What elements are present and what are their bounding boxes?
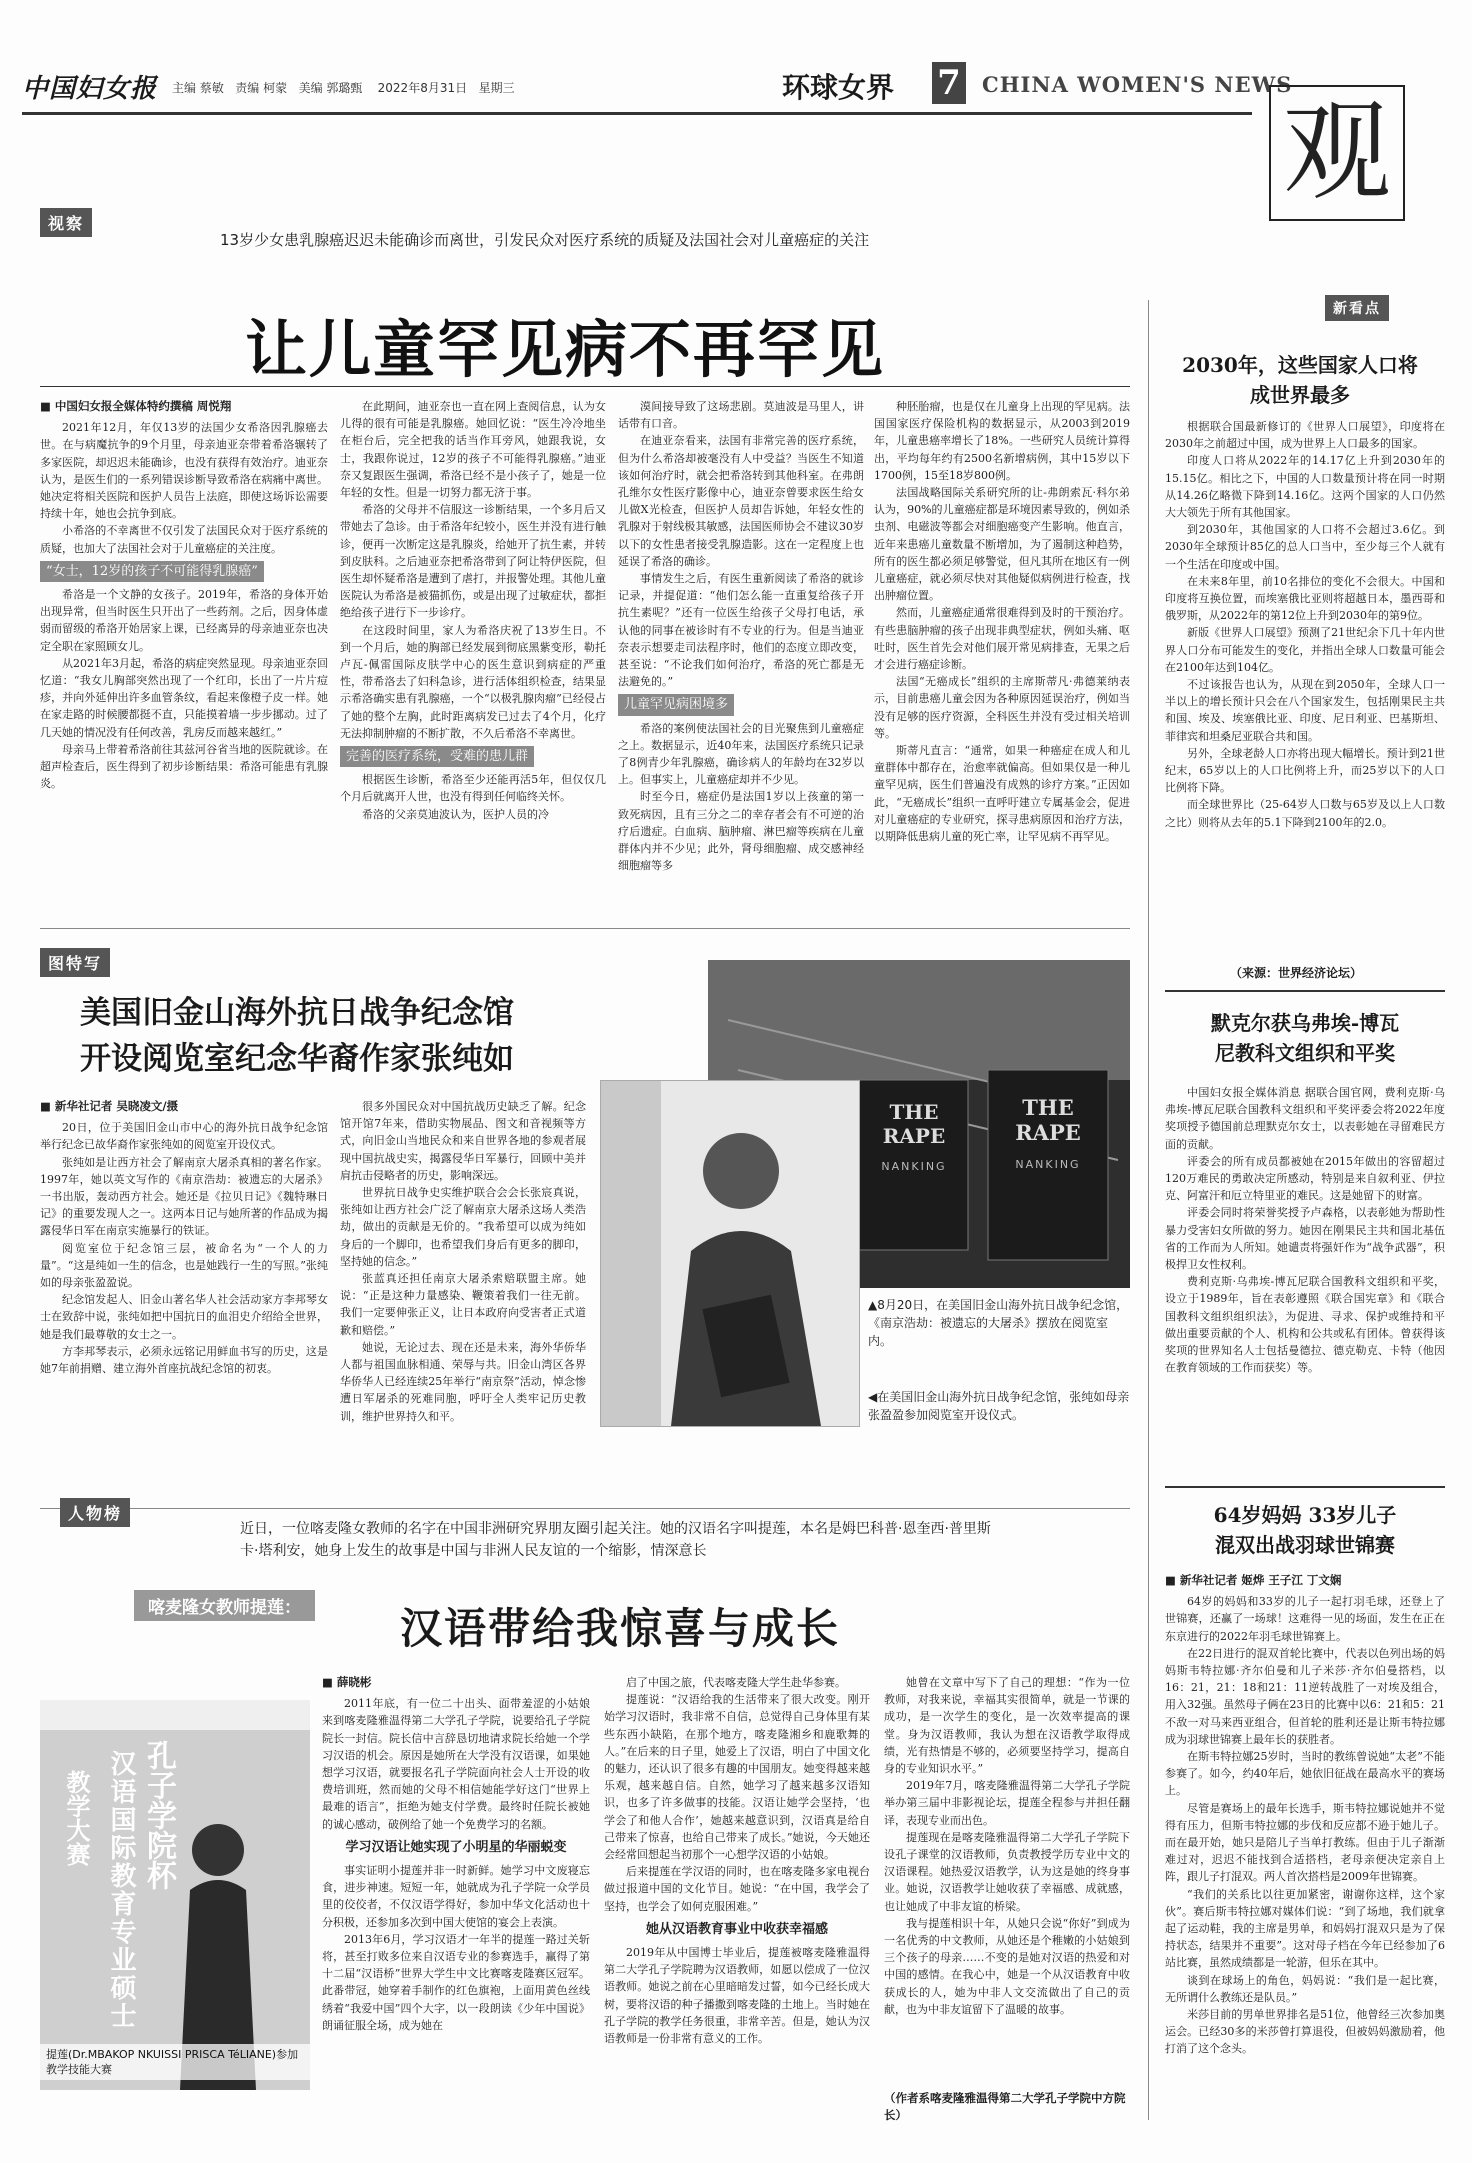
article1-para: 漠间接导致了这场悲剧。莫迪波是马里人，讲话带有口音。: [618, 400, 864, 431]
article3-para: 启了中国之旅，代表喀麦隆大学生赴华参赛。: [626, 1676, 846, 1689]
sidebar2-rule: [1165, 1486, 1445, 1488]
article1-para: 小希洛的不幸离世不仅引发了法国民众对于医疗系统的质疑，也加大了法国社会对于儿童癌症的关注度。: [40, 524, 328, 555]
article3-col2: [604, 1674, 870, 2124]
sidebar1-para: 根据联合国最新修订的《世界人口展望》，印度将在2030年之前超过中国，成为世界上人口最多的国家。: [1165, 420, 1445, 451]
article3-subhead-2: 她从汉语教育事业中收获幸福感: [645, 1921, 828, 1937]
sidebar3-para: 64岁的妈妈和33岁的儿子一起打羽毛球，还登上了世锦赛，还赢了一场球！这难得一见的场面，发生在正在东京进行的2022年羽毛球世锦赛上。: [1165, 1595, 1445, 1643]
article3-top-rule: [40, 1508, 1130, 1509]
teacher-photo-caption: 提莲(Dr.MBAKOP NKUISSI PRISCA TéLIANE)参加教学技能大赛: [40, 2044, 310, 2080]
article2-para: 纪念馆发起人、旧金山著名华人社会活动家方李邦琴女士在致辞中说，张纯如把中国抗日的血泪史介绍给全世界，她是我们最尊敬的女士之一。: [40, 1293, 328, 1341]
article1-para: 母亲马上带着希洛前往其兹河谷省当地的医院就诊。在超声检查后，医生得到了初步诊断结果：希洛可能患有乳腺炎。: [40, 742, 328, 791]
article2-title: [80, 990, 700, 1082]
designer-credit: 美编 郭璐甄: [298, 81, 363, 95]
article1-col4: [874, 398, 1130, 913]
article2-title-line2: 开设阅览室纪念华裔作家张纯如: [80, 1041, 514, 1077]
article1-byline: ■ 中国妇女报全媒体特约撰稿 周悦翔: [40, 399, 232, 413]
article1-para: 从2021年3月起，希洛的病症突然显现。母亲迪亚奈回忆道：“我女儿胸部突然出现了一个红印，长出了一片片痘疹，并向外延伸出许多血管条纹，看起来像橙子皮一样。她在家走路的时候腰都挺不直，只能摸着墙一步步挪动。过了几天她的情况没有任何改善，乳房反而越来越红。”: [40, 656, 328, 739]
editor-resp-credit: 责编 柯蒙: [235, 81, 288, 95]
article3-para: 后来提莲在学汉语的同时，也在喀麦隆多家电视台做过报道中国的文化节目。她说：“在中国，我学会了坚持，也学会了如何克服困难。”: [604, 1865, 870, 1913]
section-tag-observe: 视察: [40, 208, 92, 237]
article1-para: 法国战略国际关系研究所的让-弗朗索瓦·科尔弟认为，90%的儿童癌症都是环境因素导致的，例如杀虫剂、电磁波等都会对细胞癌变产生影响。他直言，近年来患癌儿童数量不断增加，为了遏制这种趋势，所有的医生都必须足够警觉，但凡其所在地区有一例儿童癌症，就必须尽快对其他疑似病例进行检查，找出肿瘤位置。: [874, 486, 1130, 603]
article1-para: 希洛的父亲莫迪波认为，医护人员的冷: [362, 807, 549, 821]
sidebar1-source: （来源：世界经济论坛）: [1230, 966, 1363, 980]
article1-para: 2021年12月，年仅13岁的法国少女希洛因乳腺癌去世。在与病魔抗争的9个月里，母亲迪亚奈带着希洛辗转了多家医院，却迟迟未能确诊，也没有获得有效治疗。迪亚奈认为，是医生们的一系列错误诊断导致希洛在病痛中离世。她决定将相关医院和医护人员告上法庭，即使这场诉讼需要持续十年，她也会抗争到底。: [40, 421, 328, 521]
sidebar1-para: 在未来8年里，前10名排位的变化不会很大。中国和印度将互换位置，而埃塞俄比亚则将超越日本，墨西哥和俄罗斯，从2022年的第12位上升到2030年的第9位。: [1165, 574, 1445, 623]
book-title-2: THE RAPE: [1015, 1095, 1081, 1145]
corner-char: 观: [1282, 90, 1391, 215]
issue-weekday: 星期三: [478, 81, 515, 95]
article3-para: 2011年底，有一位二十出头、面带羞涩的小姑娘来到喀麦隆雅温得第二大学孔子学院，说要给孔子学院院长一封信。院长信中言辞恳切地请求院长给她一个学习汉语的机会。原因是她所在大学没有汉语课，如果她想学习汉语，就要报名孔子学院面向社会人士开设的收费培训班，然而她的父母不相信她能学好这门“世界上最难的语言”，拒绝为她支付学费。最终时任院长被她的诚心感动，破例给了她一个免费学习的名额。: [322, 1697, 590, 1831]
book-subtitle-2: NANKING: [1015, 1158, 1081, 1171]
sidebar3-para: 在22日进行的混双首轮比赛中，代表以色列出场的妈妈斯韦特拉娜·齐尔伯曼和儿子米莎·齐尔伯曼搭档，以16：21，21：18和21：11逆转战胜了一对埃及组合，用入32强。虽然母子俩在23日的比赛中以6：21和5：21不敌一对马来西亚组合，但首轮的胜利还是让斯韦特拉娜成为羽球世锦赛上最年长的获胜者。: [1165, 1646, 1445, 1746]
article1-para: 希洛的父母并不信服这一诊断结果，一个多月后又带她去了急诊。由于希洛年纪较小，医生并没有进行触诊，便再一次断定这是乳腺炎，给她开了抗生素，并转到皮肤科。之后迪亚奈把希洛带到了阿让特伊医院，但医生却怀疑希洛是遭到了虐打，并报警处理。其他儿童医院认为希洛是被猫抓伤，或是出现了过敏症状，都拒绝给孩子进行下一步诊疗。: [340, 503, 606, 620]
article1-subhead-1: “女士，12岁的孩子不可能得乳腺癌”: [40, 561, 264, 582]
article3-para: 事实证明小提莲并非一时新鲜。她学习中文废寝忘食，进步神速。短短一年，她就成为孔子学院一众学员里的佼佼者，不仅汉语学得好，参加中华文化活动也十分积极，还参加多次到中国大使馆的宴会上表演。: [322, 1864, 590, 1929]
sidebar2-para: 评委会的所有成员都被她在2015年做出的容留超过120万难民的勇敢决定所感动，特别是来自叙利亚、伊拉克、阿富汗和厄立特里亚的难民。这是她留下的财富。: [1165, 1154, 1445, 1203]
article3-para: 提莲说：“汉语给我的生活带来了很大改变。刚开始学习汉语时，我非常不自信，总觉得自己身体里有某些东西小缺陷，在那个地方，喀麦隆湘乡和鹿歌舞的人。”在后来的日子里，她爱上了汉语，明白了中国文化的魅力，还认识了很多有趣的中国朋友。她变得越来越乐观，越来越自信。自然，她学习了越来越多汉语知识，也多了许多做事的技能。汉语让她学会坚持，‘也学会了和他人合作’，她越来越意识到，汉语真是给自己带来了惊喜，也给自己带来了成长。”她说，今天她还会经常回想起当初那个一心想学汉语的小姑娘。: [604, 1693, 870, 1862]
article3-para: 2013年6月，学习汉语才一年半的提莲一路过关斩将，甚至打败多位来自汉语专业的参赛选手，赢得了第十二届“汉语桥”世界大学生中文比赛喀麦隆赛区冠军。此番带冠，她穿着手制作的红色旗袍，上面用黄色丝线绣着“我爱中国”四个大字，以一段朗读《少年中国说》朗诵征服全场，成为她在: [322, 1932, 590, 2032]
article2-para: 方李邦琴表示，必须永远铭记用鲜血书写的历史，这是她7年前捐赠、建立海外首座抗战纪念馆的初衷。: [40, 1344, 328, 1376]
photo-caption-2: ◀在美国旧金山海外抗日战争纪念馆，张纯如母亲张盈盈参加阅览室开设仪式。: [868, 1390, 1130, 1422]
article2-para: 20日，位于美国旧金山市中心的海外抗日战争纪念馆举行纪念已故华裔作家张纯如的阅览室开设仪式。: [40, 1121, 328, 1152]
banner-right: 教学大赛: [62, 1770, 90, 1866]
editor-credit: 主编 蔡敏: [172, 81, 224, 95]
woman-reading-graphic: [601, 1081, 859, 1426]
sidebar1-para: 不过该报告也认为，从现在到2050年，全球人口一半以上的增长预计只会在八个国家发生，包括刚果民主共和国、埃及、埃塞俄比亚、印度、尼日利亚、巴基斯坦、菲律宾和坦桑尼亚联合共和国。: [1165, 678, 1445, 743]
article2-top-rule: [40, 928, 1130, 929]
article3-para: 我与提莲相识十年，从她只会说“你好”到成为一名优秀的中文教师，从她还是个稚嫩的小姑娘到三个孩子的母亲……不变的是她对汉语的热爱和对中国的感情。在我心中，她是一个从汉语教育中收获成长的人，她为中非人文交流做出了自己的贡献，也为中非友谊留下了温暖的故事。: [884, 1916, 1130, 2016]
article3-para: 提莲现在是喀麦隆雅温得第二大学孔子学院下设孔子课堂的汉语教师，负责教授学历专业中文的汉语课程。她热爱汉语教学，认为这是她的终身事业。她说，汉语教学让她收获了幸福感、成就感，也让她成了中非友谊的桥梁。: [884, 1830, 1130, 1913]
article3-author-note: （作者系喀麦隆雅温得第二大学孔子学院中方院长）: [884, 2091, 1126, 2122]
article2-col2: [340, 1098, 586, 1500]
article1-para: 斯蒂凡直言：“通常，如果一种癌症在成人和儿童群体中都存在，治愈率就偏高。但如果仅是一种儿童罕见病，医生们普遍没有成熟的诊疗方案。”正因如此，“无癌成长”组织一直呼吁建立专属基金会，促进对儿童癌症的专业研究，探寻患病原因和治疗方法，以期降低患病儿童的死亡率，让罕见病不再罕见。: [874, 744, 1130, 844]
article2-para: 她说，无论过去、现在还是未来，海外华侨华人都与祖国血脉相通、荣辱与共。旧金山湾区各界华侨华人已经连续25年举行“南京祭”活动，悼念惨遭日军屠杀的死难同胞，呼吁全人类牢记历史教训，维护世界持久和平。: [340, 1340, 586, 1423]
sidebar2-para: 评委会同时将荣誉奖授予卢森格，以表彰她为帮助性暴力受害妇女所做的努力。她因在刚果民主共和国北基伍省的工作而为人所知。她谴责将强奸作为“战争武器”，积极捍卫女性权利。: [1165, 1206, 1445, 1272]
issue-date: 2022年8月31日: [377, 81, 468, 95]
article1-deck: 13岁少女患乳腺癌迟迟未能确诊而离世，引发民众对医疗系统的质疑及法国社会对儿童癌症的关注: [220, 231, 870, 249]
article2-byline: ■ 新华社记者 吴晓凌文/摄: [40, 1099, 179, 1113]
sidebar3-para: 谈到在球场上的角色，妈妈说：“我们是一起比赛，无所谓什么教练还是队员。”: [1165, 1973, 1445, 2004]
article3-kicker: 喀麦隆女教师提莲：: [134, 1590, 315, 1621]
sidebar1-para: 另外，全球老龄人口亦将出现大幅增长。预计到21世纪末，65岁以上的人口比例将上升，而25岁以下的人口比例将下降。: [1165, 746, 1445, 795]
book-subtitle-1: NANKING: [881, 1160, 947, 1173]
page-number: 7: [932, 62, 966, 104]
article3-para: 她曾在文章中写下了自己的理想：“作为一位教师，对我来说，幸福其实很简单，就是一节课的成功，是一次学生的变化，是一次效率提高的课堂。身为汉语教师，我认为想在汉语教学取得成绩，光有热情是不够的，必须要坚持学习，提高自身的专业知识水平。”: [884, 1676, 1130, 1776]
article1-col2: [340, 398, 606, 913]
corner-badge: [1262, 78, 1412, 228]
sidebar3-byline: ■ 新华社记者 姬烨 王子江 丁文娴: [1165, 1573, 1342, 1587]
article3-title: 汉语带给我惊喜与成长: [400, 1604, 841, 1653]
sidebar1-para: 到2030年，其他国家的人口将不会超过3.6亿。到2030年全球预计85亿的总人口当中，至少每三个人就有一个生活在印度或中国。: [1165, 523, 1445, 571]
article1-subhead-2: 完善的医疗系统，受难的患儿群: [340, 746, 534, 767]
sidebar2-para: 中国妇女报全媒体消息 据联合国官网，费利克斯·乌弗埃-博瓦尼联合国教科文组织和平奖评委会将2022年度奖项授予德国前总理默克尔女士，以表彰她在寻留难民方面的贡献。: [1165, 1086, 1445, 1151]
article2-col1: [40, 1098, 328, 1500]
article1-title: 让儿童罕见病不再罕见: [245, 313, 886, 386]
article3-para: 2019年从中国博士毕业后，提莲被喀麦隆雅温得第二大学孔子学院聘为汉语教师，如愿以偿成了一位汉语教师。她说之前在心里暗暗发过誓，如今已经长成大树，要将汉语的种子播撒到喀麦隆的土地上。当时她在孔子学院的教学任务很重，非常辛苦。但是，她认为汉语教师是一份非常有意义的工作。: [604, 1946, 870, 2046]
article1-para: 然而，儿童癌症通常很难得到及时的干预治疗。有些患脑肿瘤的孩子出现非典型症状，例如头痛、呕吐时，医生首先会对他们展开常见病排查，无果之后才会进行癌症诊断。: [874, 606, 1130, 672]
sidebar3-body: [1165, 1572, 1445, 2127]
section-tag-people: 人物榜: [60, 1498, 130, 1527]
article2-para: 张蓝真还担任南京大屠杀索赔联盟主席。她说：“正是这种力量感染、鞭策着我们一往无前。我们一定要伸张正义，让日本政府向受害者正式道歉和赔偿。”: [340, 1272, 586, 1337]
article1-col3: [618, 398, 864, 913]
article1-para: 在迪亚奈看来，法国有非常完善的医疗系统，但为什么希洛却被毫没有人中受益？当医生不知道该如何治疗时，就会把希洛转到其他科室。在弗朗孔维尔女性医疗影像中心，迪亚奈曾要求医生给女儿做X光检查，但医护人员却告诉她，年轻女性的乳腺对于射线极其敏感，法国医师协会不建议30岁以下的女性患者接受乳腺造影。这在一定程度上也延误了希洛的确诊。: [618, 434, 864, 568]
paper-name: 中国妇女报: [22, 74, 158, 104]
article2-para: 阅览室位于纪念馆三层，被命名为“一个人的力量”。“这是纯如一生的信念，也是她践行一生的写照。”张纯如的母亲张盈盈说。: [40, 1241, 328, 1290]
sidebar2-body: [1165, 1084, 1445, 1479]
article1-para: 时至今日，癌症仍是法国1岁以上孩童的第一致死病因，且有三分之二的幸存者会有不可逆的治疗后遗症。白血病、脑肿瘤、淋巴瘤等疾病在儿童群体内并不少见；此外，肾母细胞瘤、成交感神经细胞瘤等多: [618, 790, 864, 873]
photo-teacher: [40, 1700, 310, 2090]
sidebar1-para: 新版《世界人口展望》预测了21世纪余下几十年内世界人口分布可能发生的变化，并指出全球人口数量可能会在2100年达到104亿。: [1165, 626, 1445, 674]
masthead: [22, 62, 1450, 108]
sidebar2-para: 费利克斯·乌弗埃-博瓦尼联合国教科文组织和平奖，设立于1989年，旨在表彰遵照《联合国宪章》和《联合国教科文组织组织法》，为促进、寻求、保护或维持和平做出重要贡献的个人、机构和公共或私有团体。曾获得该奖项的世界知名人士包括曼德拉、德克勒克、卡特（他因在教育领域的工作而获奖）等。: [1165, 1275, 1445, 1375]
article1-para: 在这段时间里，家人为希洛庆祝了13岁生日。不到一个月后，她的胸部已经发展到彻底黑紫变形，勒托卢瓦-佩雷国际皮肤学中心的医生意识到病症的严重性，带希洛去了妇科急诊，进行活体组织检查，结果显示希洛确实患有乳腺癌，一个“以极乳腺肉瘤”已经侵占了她的整个左胸，此时距离病发已过去了4个月，化疗无法抑制肿瘤的不断扩散，不久后希洛不幸离世。: [340, 623, 606, 740]
article2-para: 张纯如是让西方社会了解南京大屠杀真相的著名作家。1997年，她以英文写作的《南京浩劫：被遗忘的大屠杀》一书出版，轰动西方社会。她还是《拉贝日记》《魏特琳日记》的重要发现人之一。这两本日记与她所著的作品成为揭露侵华日军在南京实施暴行的铁证。: [40, 1155, 328, 1238]
article1-para: 根据医生诊断，希洛至少还能再活5年，但仅仅几个月后就离开人世，也没有得到任何临终关怀。: [340, 773, 606, 804]
sidebar1-para: 而全球世界比（25-64岁人口数与65岁及以上人口数之比）则将从去年的5.1下降到2100年的2.0。: [1165, 798, 1445, 829]
book-title-1: THE RAPE: [882, 1100, 946, 1148]
article1-para: 希洛的案例使法国社会的目光聚焦到儿童癌症之上。数据显示，近40年来，法国医疗系统只记录了8例青少年乳腺癌，确诊病人的年龄均在32岁以上。但事实上，儿童癌症却并不少见。: [618, 721, 864, 787]
sidebar3-para: 米莎目前的男单世界排名是51位，他曾经三次参加奥运会。已经30多的米莎曾打算退役，但被妈妈激励着，他打消了这个念头。: [1165, 2008, 1445, 2056]
article3-col1: [322, 1674, 590, 2124]
section-tag-photo-feature: 图特写: [40, 948, 110, 977]
sidebar3-title-line2: 混双出战羽球世锦赛: [1215, 1533, 1395, 1557]
article3-subhead-1: 学习汉语让她实现了小明星的华丽蜕变: [345, 1839, 567, 1855]
sidebar3-para: 尽管是赛场上的最年长选手，斯韦特拉娜说她并不觉得有压力，但斯韦特拉娜的步伐和反应都不逊于她儿子。而在最开始，她只是陪儿子当单打教练。但由于儿子渐渐难过对，迟迟不能找到合适搭档，老母亲便决定亲自上阵，跟儿子打混双。两人首次搭档是2009年世锦赛。: [1165, 1801, 1445, 1884]
photo-caption-1: ▲8月20日，在美国旧金山海外抗日战争纪念馆，《南京浩劫：被遗忘的大屠杀》摆放在阅览室内。: [868, 1298, 1129, 1348]
sidebar2-title: [1165, 1008, 1445, 1068]
article1-para: 法国“无癌成长”组织的主席斯蒂凡·弗德莱纳表示，目前患癌儿童会因为各种原因延误治疗，例如当没有足够的医疗资源，全科医生并没有受过相关培训等。: [874, 675, 1130, 740]
sidebar1-para: 印度人口将从2022年的14.17亿上升到2030年的15.15亿。相比之下，中国的人口数量预计将在同一时期从14.26亿略微下降到14.16亿。这两个国家的人口仍然大大领先于所有其他国家。: [1165, 454, 1445, 520]
sidebar3-para: 在斯韦特拉娜25岁时，当时的教练曾说她“太老”不能参赛了。如今，约40年后，她依旧征战在最高水平的赛场上。: [1165, 1750, 1445, 1798]
sidebar1-body: [1165, 418, 1445, 958]
sidebar-divider: [1148, 300, 1149, 2120]
article2-para: 很多外国民众对中国抗战历史缺乏了解。纪念馆开馆7年来，借助实物展品、图文和音视频等方式，向旧金山当地民众和来自世界各地的参观者展现中国抗战史实，揭露侵华日军暴行，回顾中美并肩抗击侵略者的历史，影响深远。: [340, 1100, 586, 1182]
article3-col3: [884, 1674, 1130, 2084]
article1-title-rule: [40, 386, 1130, 387]
english-paper-name: CHINA WOMEN'S NEWS: [982, 72, 1293, 97]
article3-para: 2019年7月，喀麦隆雅温得第二大学孔子学院举办第三届中非影视论坛，提莲全程参与并担任翻译，表现专业而出色。: [884, 1779, 1130, 1827]
article3-deck: 近日，一位喀麦隆女教师的名字在中国非洲研究界朋友圈引起关注。她的汉语名字叫提莲，本名是姆巴科普·恩奎西·普里斯卡·塔利安，她身上发生的故事是中国与非洲人民友谊的一个缩影，情深意长: [240, 1521, 991, 1559]
article2-title-line1: 美国旧金山海外抗日战争纪念馆: [80, 995, 514, 1031]
photo-woman-reading: [600, 1080, 860, 1427]
article1-para: 希洛是一个文静的女孩子。2019年，希洛的身体开始出现异常，但当时医生只开出了一些药剂。之后，因身体虚弱而留级的希洛开始居家上课，已经离异的母亲迪亚奈也决定全职在家照顾女儿。: [40, 588, 328, 653]
sidebar1-rule: [1165, 990, 1445, 992]
article1-para: 事情发生之后，有医生重新阅读了希洛的就诊记录，并提促道：“他们怎么能一直重复给孩子开抗生素呢？”还有一位医生给孩子父母打电话，承认他的同事在被诊时有不专业的行为。但是当迪亚奈表示想要走司法程序时，他们的态度立即改变，甚至说：“不论我们如何治疗，希洛的死亡都是无法避免的。”: [618, 572, 864, 689]
sidebar3-para: “我们的关系比以往更加紧密，谢谢你这样，这个家伙”。赛后斯韦特拉娜对媒体们说：“到了场地，我们就拿起了运动鞋，我的主席是男单，和妈妈打混双只是为了保持状态，结果并不重要”。这对母子档在今年已经参加了6站比赛，虽然成绩都是一轮游，但乐在其中。: [1165, 1887, 1445, 1970]
masthead-rule: [22, 112, 1252, 115]
article3-byline: ■ 薛晓彬: [322, 1675, 372, 1689]
sidebar1-title: 2030年，这些国家人口将成世界最多: [1182, 353, 1418, 407]
banner-left: 汉语国际教育专业硕士: [106, 1750, 136, 2030]
article2-para: 世界抗日战争史实维护联合会会长张宸真说，张纯如让西方社会广泛了解南京大屠杀这场人类浩劫，做出的贡献是无价的。“我希望可以成为纯如身后的一个脚印，也希望我们身后有更多的脚印，坚持她的信念。”: [340, 1186, 586, 1268]
banner-mid: 孔子学院杯: [141, 1740, 176, 1890]
sidebar2-title-line1: 默克尔获乌弗埃-博瓦: [1210, 1011, 1400, 1035]
sidebar3-title: [1165, 1500, 1445, 1560]
article1-para: 种胚胎瘤，也是仅在儿童身上出现的罕见病。法国国家医疗保险机构的数据显示，从2003到2019年，儿童患癌率增长了18%。一些研究人员统计算得出，平均每年约有2500名新增病例，其中15岁以下1700例，15至18岁800例。: [874, 400, 1130, 482]
sidebar3-title-line1: 64岁妈妈 33岁儿子: [1213, 1503, 1397, 1527]
article1-subhead-3: 儿童罕见病困境多: [618, 694, 734, 715]
section-tag-new-view: 新看点: [1325, 295, 1389, 321]
article1-col1: [40, 398, 328, 913]
sidebar2-title-line2: 尼教科文组织和平奖: [1215, 1041, 1395, 1065]
section-name: 环球女界: [782, 71, 895, 104]
article1-para: 在此期间，迪亚奈也一直在网上查阅信息，认为女儿得的很有可能是乳腺癌。她回忆说：“医生冷冷地坐在柜台后，完全把我的话当作耳旁风，她跟我说，女士，我跟你说过，12岁的孩子不可能得乳腺癌。”迪亚奈又复跟医生强调，希洛已经不是小孩子了，她是一位年轻的女性。但是一切努力都无济于事。: [340, 400, 606, 500]
